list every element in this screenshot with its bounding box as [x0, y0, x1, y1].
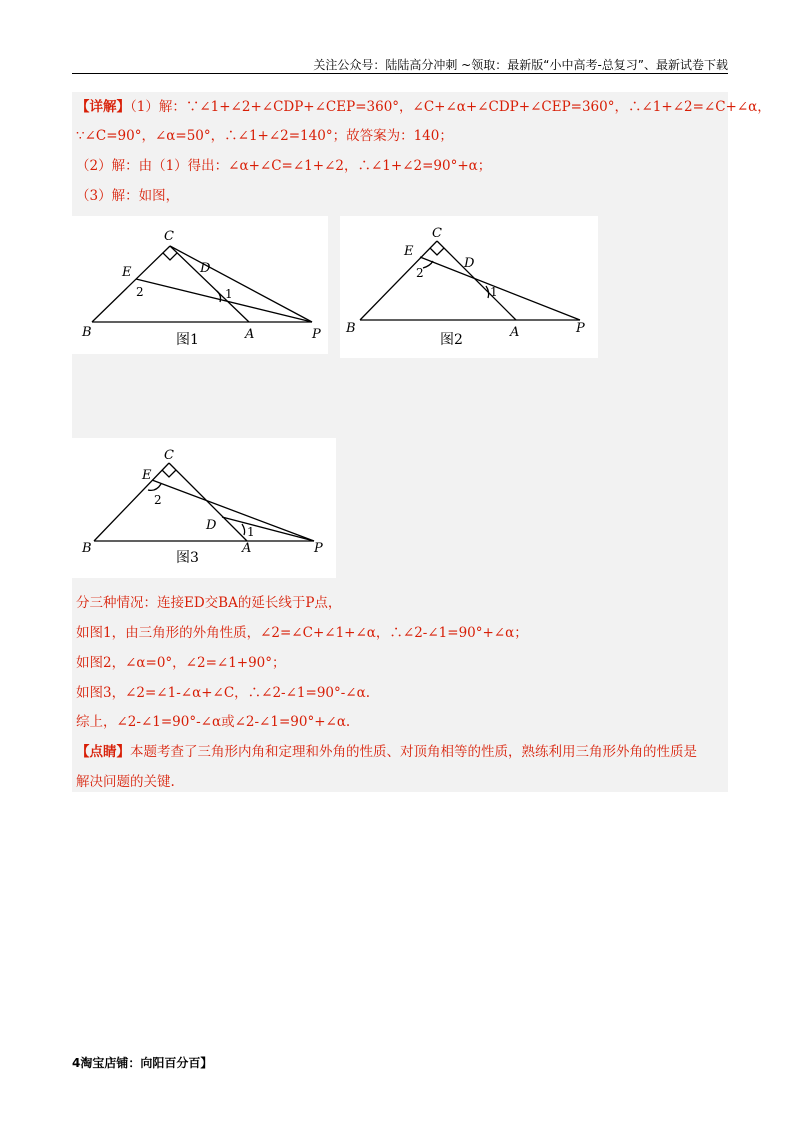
fig1-line-ep [136, 279, 312, 322]
part2: （2）解：由（1）得出：∠α+∠C=∠1+∠2，∴∠1+∠2=90°+α； [76, 158, 492, 174]
fig1-label-2: 2 [136, 285, 144, 299]
fig1-label-b: B [82, 325, 92, 340]
fig3-label-d: D [206, 518, 217, 533]
fig1-line-cp [170, 246, 312, 322]
fig2-line-ep [420, 257, 580, 320]
detail-tag: 【详解】 [76, 99, 130, 115]
fig1-caption: 图1 [176, 332, 199, 348]
fig2-label-b: B [346, 321, 356, 336]
fig2-label-d: D [464, 256, 475, 271]
comment-a: 本题考查了三角形内角和定理和外角的性质、对顶角相等的性质，熟练利用三角形外角的性质是 [130, 744, 697, 760]
fig1-label-c: C [164, 229, 174, 244]
fig2-label-a: A [510, 325, 520, 340]
fig3-line-ep [152, 480, 314, 541]
fig1-arc-1 [217, 291, 221, 302]
fig3-arc-2 [148, 484, 161, 490]
fig3-label-a: A [242, 541, 252, 556]
fig2-caption: 图2 [440, 332, 463, 348]
fig3-label-e: E [142, 468, 152, 483]
fig2-label-2: 2 [416, 266, 424, 280]
fig2-arc-2 [423, 261, 433, 268]
part1-b: ∵∠C=90°，∠α=50°，∴∠1+∠2=140°；故答案为：140； [76, 128, 453, 144]
solution-line-1 [76, 98, 771, 116]
fig3-label-2: 2 [154, 493, 162, 507]
fig3-label-1: 1 [247, 525, 255, 539]
page-header: 关注公众号：陆陆高分冲刺 ~领取：最新版“小中高考-总复习”、最新试卷下载 [313, 58, 728, 72]
case-3: 如图3，∠2=∠1-∠α+∠C，∴∠2-∠1=90°-∠α. [76, 685, 371, 701]
fig1-label-1: 1 [225, 287, 233, 301]
fig2-label-1: 1 [490, 285, 498, 299]
fig2-label-p: P [576, 321, 585, 336]
part1-a: （1）解：∵∠1+∠2+∠CDP+∠CEP=360°，∠C+∠α+∠CDP+∠CEP=360°，∴∠1+∠2=∠C+∠α， [130, 99, 771, 115]
fig1-label-d: D [200, 261, 211, 276]
figure-3-diagram [72, 438, 336, 578]
fig1-label-e: E [122, 265, 132, 280]
fig2-right-angle [430, 248, 444, 255]
case-2: 如图2，∠α=0°，∠2=∠1+90°； [76, 655, 286, 671]
part3: （3）解：如图， [76, 188, 180, 204]
fig3-caption: 图3 [176, 550, 199, 566]
comment-b: 解决问题的关键. [76, 774, 175, 790]
figure-1-diagram [72, 216, 328, 354]
cases-intro: 分三种情况：连接ED交BA的延长线于P点， [76, 595, 342, 611]
header-rule [72, 73, 728, 74]
figure-3 [72, 438, 336, 578]
fig3-label-p: P [314, 541, 323, 556]
fig2-line-ca [437, 241, 516, 320]
fig1-line-ca [170, 246, 249, 322]
fig3-arc-1 [242, 524, 245, 535]
fig2-label-e: E [404, 244, 414, 259]
fig1-label-p: P [312, 327, 321, 342]
fig3-right-angle [162, 470, 176, 477]
figure-2 [340, 216, 598, 358]
comment-line-1 [76, 743, 697, 761]
page-footer: 4淘宝店铺：向阳百分百】 [72, 1056, 213, 1070]
summary: 综上，∠2-∠1=90°-∠α或∠2-∠1=90°+∠α. [76, 714, 351, 730]
fig3-label-b: B [82, 541, 92, 556]
fig2-line-bc [360, 241, 437, 320]
fig1-label-a: A [245, 327, 255, 342]
comment-tag: 【点睛】 [76, 744, 130, 760]
fig2-label-c: C [432, 226, 442, 241]
figure-1 [72, 216, 328, 354]
fig1-right-angle [163, 253, 177, 260]
fig3-label-c: C [164, 448, 174, 463]
case-1: 如图1，由三角形的外角性质，∠2=∠C+∠1+∠α，∴∠2-∠1=90°+∠α； [76, 625, 528, 641]
figure-2-diagram [340, 216, 598, 358]
